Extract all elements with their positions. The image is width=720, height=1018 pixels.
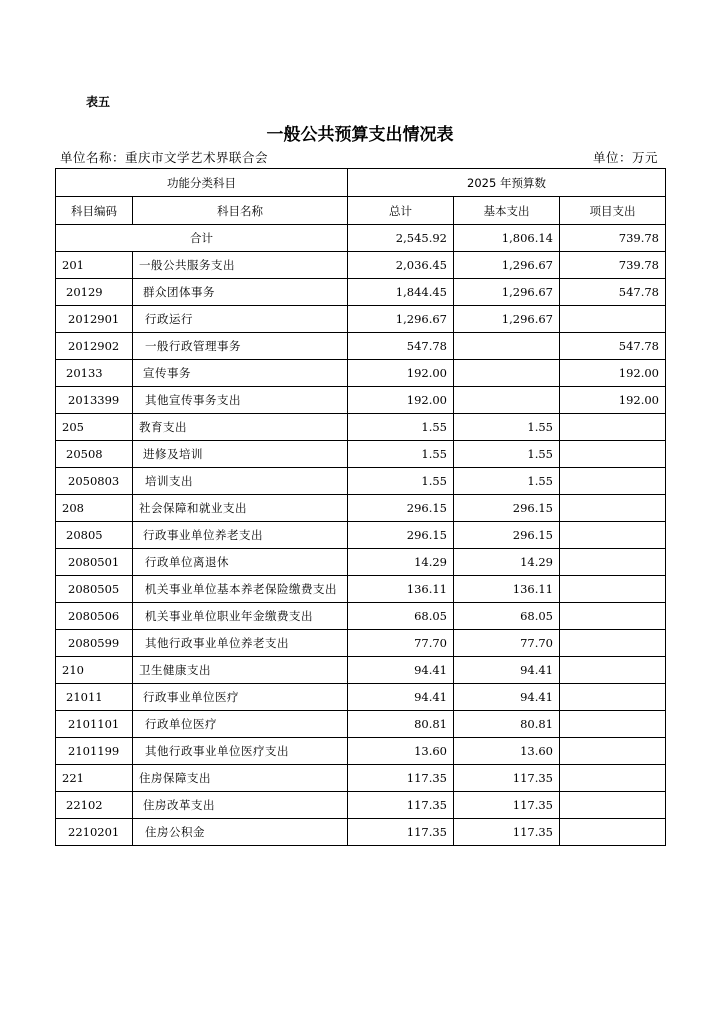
basic-cell: 1.55 <box>454 468 560 495</box>
total-cell: 1.55 <box>348 441 454 468</box>
table-row <box>56 792 666 819</box>
project-cell <box>560 576 666 603</box>
name-cell: 进修及培训 <box>133 441 348 468</box>
basic-cell: 14.29 <box>454 549 560 576</box>
total-cell: 14.29 <box>348 549 454 576</box>
total-cell: 296.15 <box>348 495 454 522</box>
project-cell <box>560 603 666 630</box>
project-column-header: 项目支出 <box>560 197 666 225</box>
project-cell <box>560 711 666 738</box>
basic-cell: 117.35 <box>454 819 560 846</box>
total-row <box>56 225 666 252</box>
code-cell: 2080599 <box>56 630 133 657</box>
code-cell: 2050803 <box>56 468 133 495</box>
function-category-header: 功能分类科目 <box>56 169 348 197</box>
total-cell: 80.81 <box>348 711 454 738</box>
code-cell: 2080505 <box>56 576 133 603</box>
code-cell: 2080501 <box>56 549 133 576</box>
code-cell: 201 <box>56 252 133 279</box>
table-row <box>56 522 666 549</box>
code-cell: 2101199 <box>56 738 133 765</box>
code-cell: 21011 <box>56 684 133 711</box>
basic-cell: 296.15 <box>454 495 560 522</box>
table-row <box>56 738 666 765</box>
table-row <box>56 819 666 846</box>
project-cell: 192.00 <box>560 360 666 387</box>
total-cell: 117.35 <box>348 792 454 819</box>
name-cell: 一般公共服务支出 <box>133 252 348 279</box>
code-cell: 208 <box>56 495 133 522</box>
table-row <box>56 630 666 657</box>
project-cell <box>560 792 666 819</box>
code-cell: 2012902 <box>56 333 133 360</box>
table-row <box>56 387 666 414</box>
project-cell <box>560 657 666 684</box>
basic-cell: 117.35 <box>454 792 560 819</box>
total-cell: 94.41 <box>348 657 454 684</box>
basic-cell: 1,296.67 <box>454 252 560 279</box>
name-cell: 住房公积金 <box>133 819 348 846</box>
project-cell <box>560 522 666 549</box>
table-row <box>56 333 666 360</box>
code-cell: 20805 <box>56 522 133 549</box>
table-row <box>56 441 666 468</box>
project-cell <box>560 819 666 846</box>
basic-cell: 1,296.67 <box>454 279 560 306</box>
total-cell: 117.35 <box>348 765 454 792</box>
table-row <box>56 603 666 630</box>
total-cell: 117.35 <box>348 819 454 846</box>
total-cell: 1.55 <box>348 414 454 441</box>
code-cell: 20133 <box>56 360 133 387</box>
name-cell: 其他宣传事务支出 <box>133 387 348 414</box>
name-cell: 行政事业单位医疗 <box>133 684 348 711</box>
basic-cell: 117.35 <box>454 765 560 792</box>
name-cell: 住房改革支出 <box>133 792 348 819</box>
total-label: 合计 <box>56 225 348 252</box>
table-row <box>56 711 666 738</box>
total-basic-value: 1,806.14 <box>454 225 560 252</box>
code-cell: 205 <box>56 414 133 441</box>
budget-table <box>55 168 666 846</box>
basic-cell: 94.41 <box>454 657 560 684</box>
basic-cell: 13.60 <box>454 738 560 765</box>
project-cell <box>560 495 666 522</box>
name-cell: 机关事业单位基本养老保险缴费支出 <box>133 576 348 603</box>
basic-cell <box>454 360 560 387</box>
name-cell: 一般行政管理事务 <box>133 333 348 360</box>
total-cell: 94.41 <box>348 684 454 711</box>
code-cell: 2012901 <box>56 306 133 333</box>
table-row <box>56 765 666 792</box>
table-row <box>56 684 666 711</box>
table-row <box>56 252 666 279</box>
total-cell: 192.00 <box>348 387 454 414</box>
total-cell: 2,036.45 <box>348 252 454 279</box>
project-cell <box>560 765 666 792</box>
total-cell: 547.78 <box>348 333 454 360</box>
project-cell: 739.78 <box>560 252 666 279</box>
name-cell: 教育支出 <box>133 414 348 441</box>
project-cell <box>560 684 666 711</box>
table-row <box>56 468 666 495</box>
total-cell: 296.15 <box>348 522 454 549</box>
project-cell <box>560 738 666 765</box>
table-row <box>56 549 666 576</box>
name-cell: 培训支出 <box>133 468 348 495</box>
table-label: 表五 <box>86 95 111 109</box>
header-row-1 <box>56 169 666 197</box>
total-cell: 1,296.67 <box>348 306 454 333</box>
name-cell: 群众团体事务 <box>133 279 348 306</box>
basic-cell: 1.55 <box>454 414 560 441</box>
name-cell: 行政单位离退休 <box>133 549 348 576</box>
name-cell: 行政运行 <box>133 306 348 333</box>
basic-cell: 1.55 <box>454 441 560 468</box>
code-cell: 2013399 <box>56 387 133 414</box>
page-title: 一般公共预算支出情况表 <box>266 125 454 145</box>
name-cell: 机关事业单位职业年金缴费支出 <box>133 603 348 630</box>
table-row <box>56 279 666 306</box>
budget-year-header: 2025 年预算数 <box>348 169 666 197</box>
basic-cell: 80.81 <box>454 711 560 738</box>
total-project-value: 739.78 <box>560 225 666 252</box>
total-column-header: 总计 <box>348 197 454 225</box>
table-row <box>56 495 666 522</box>
total-value: 2,545.92 <box>348 225 454 252</box>
project-cell: 192.00 <box>560 387 666 414</box>
name-cell: 社会保障和就业支出 <box>133 495 348 522</box>
table-row <box>56 576 666 603</box>
total-cell: 68.05 <box>348 603 454 630</box>
total-cell: 1,844.45 <box>348 279 454 306</box>
code-cell: 221 <box>56 765 133 792</box>
name-cell: 住房保障支出 <box>133 765 348 792</box>
name-cell: 行政单位医疗 <box>133 711 348 738</box>
project-cell: 547.78 <box>560 279 666 306</box>
code-cell: 2080506 <box>56 603 133 630</box>
basic-cell: 94.41 <box>454 684 560 711</box>
total-cell: 77.70 <box>348 630 454 657</box>
project-cell <box>560 414 666 441</box>
basic-column-header: 基本支出 <box>454 197 560 225</box>
name-cell: 其他行政事业单位医疗支出 <box>133 738 348 765</box>
project-cell <box>560 441 666 468</box>
code-cell: 2101101 <box>56 711 133 738</box>
project-cell <box>560 306 666 333</box>
currency-unit: 单位：万元 <box>592 150 658 165</box>
name-cell: 宣传事务 <box>133 360 348 387</box>
total-cell: 13.60 <box>348 738 454 765</box>
table-row <box>56 657 666 684</box>
basic-cell <box>454 387 560 414</box>
name-cell: 其他行政事业单位养老支出 <box>133 630 348 657</box>
basic-cell: 296.15 <box>454 522 560 549</box>
total-cell: 192.00 <box>348 360 454 387</box>
name-cell: 行政事业单位养老支出 <box>133 522 348 549</box>
code-column-header: 科目编码 <box>56 197 133 225</box>
table-row <box>56 306 666 333</box>
total-cell: 136.11 <box>348 576 454 603</box>
code-cell: 2210201 <box>56 819 133 846</box>
code-cell: 210 <box>56 657 133 684</box>
unit-name: 单位名称：重庆市文学艺术界联合会 <box>60 150 269 165</box>
project-cell <box>560 468 666 495</box>
basic-cell <box>454 333 560 360</box>
basic-cell: 77.70 <box>454 630 560 657</box>
basic-cell: 136.11 <box>454 576 560 603</box>
name-column-header: 科目名称 <box>133 197 348 225</box>
code-cell: 20508 <box>56 441 133 468</box>
project-cell: 547.78 <box>560 333 666 360</box>
total-cell: 1.55 <box>348 468 454 495</box>
project-cell <box>560 630 666 657</box>
table-row <box>56 414 666 441</box>
basic-cell: 68.05 <box>454 603 560 630</box>
table-row <box>56 360 666 387</box>
code-cell: 22102 <box>56 792 133 819</box>
header-row-2 <box>56 197 666 225</box>
name-cell: 卫生健康支出 <box>133 657 348 684</box>
project-cell <box>560 549 666 576</box>
code-cell: 20129 <box>56 279 133 306</box>
basic-cell: 1,296.67 <box>454 306 560 333</box>
